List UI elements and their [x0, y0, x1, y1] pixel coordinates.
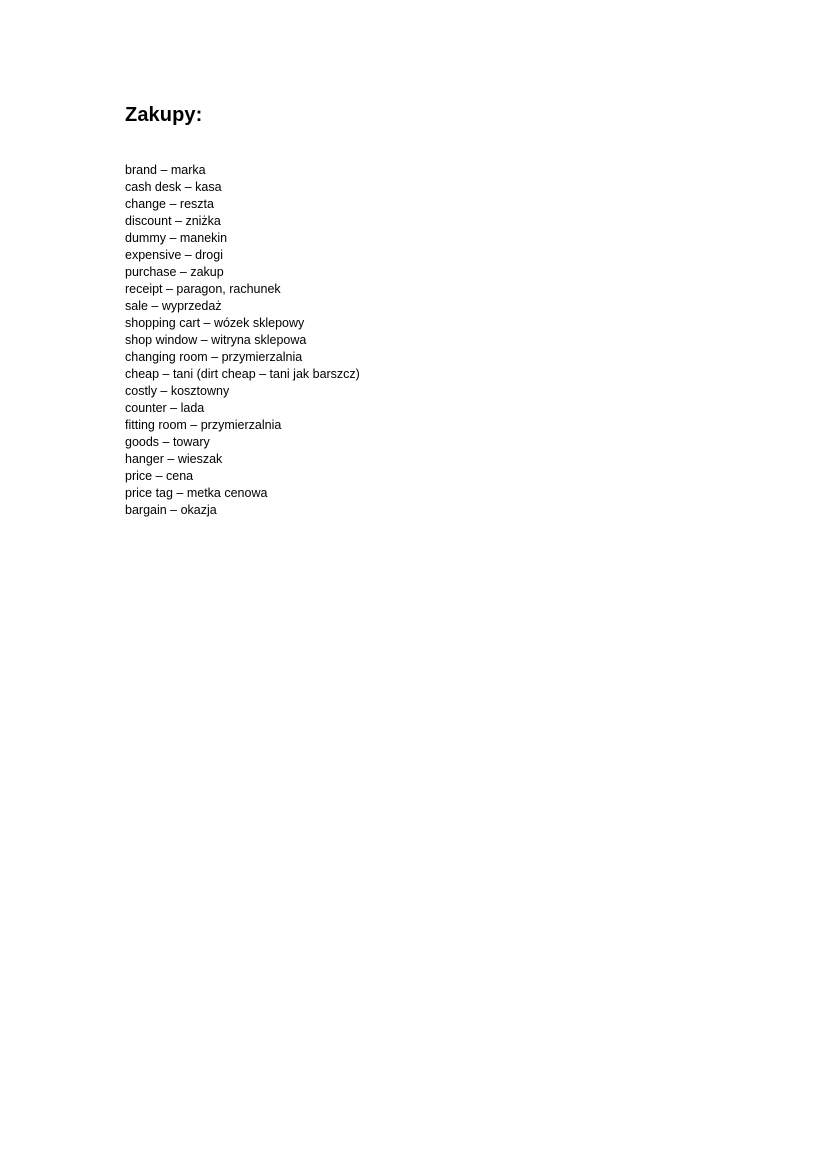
list-item: shopping cart – wózek sklepowy [125, 316, 305, 330]
list-item: cash desk – kasa [125, 180, 222, 194]
list-item: price – cena [125, 469, 194, 483]
list-item: fitting room – przymierzalnia [125, 418, 282, 432]
list-item: discount – zniżka [125, 214, 221, 228]
list-item: sale – wyprzedaż [125, 299, 222, 313]
list-item: bargain – okazja [125, 503, 217, 517]
list-item: price tag – metka cenowa [125, 486, 268, 500]
list-item: expensive – drogi [125, 248, 223, 262]
list-item: goods – towary [125, 435, 210, 449]
list-item: counter – lada [125, 401, 205, 415]
list-item: dummy – manekin [125, 231, 228, 245]
list-item: shop window – witryna sklepowa [125, 333, 307, 347]
list-item: purchase – zakup [125, 265, 224, 279]
list-item: changing room – przymierzalnia [125, 350, 303, 364]
page-title: Zakupy: [125, 104, 203, 126]
list-item: cheap – tani (dirt cheap – tani jak barszcz) [125, 367, 360, 381]
list-item: receipt – paragon, rachunek [125, 282, 281, 296]
list-item: brand – marka [125, 163, 206, 177]
vocabulary-list [125, 162, 360, 519]
list-item: hanger – wieszak [125, 452, 223, 466]
list-item: change – reszta [125, 197, 214, 211]
list-item: costly – kosztowny [125, 384, 230, 398]
